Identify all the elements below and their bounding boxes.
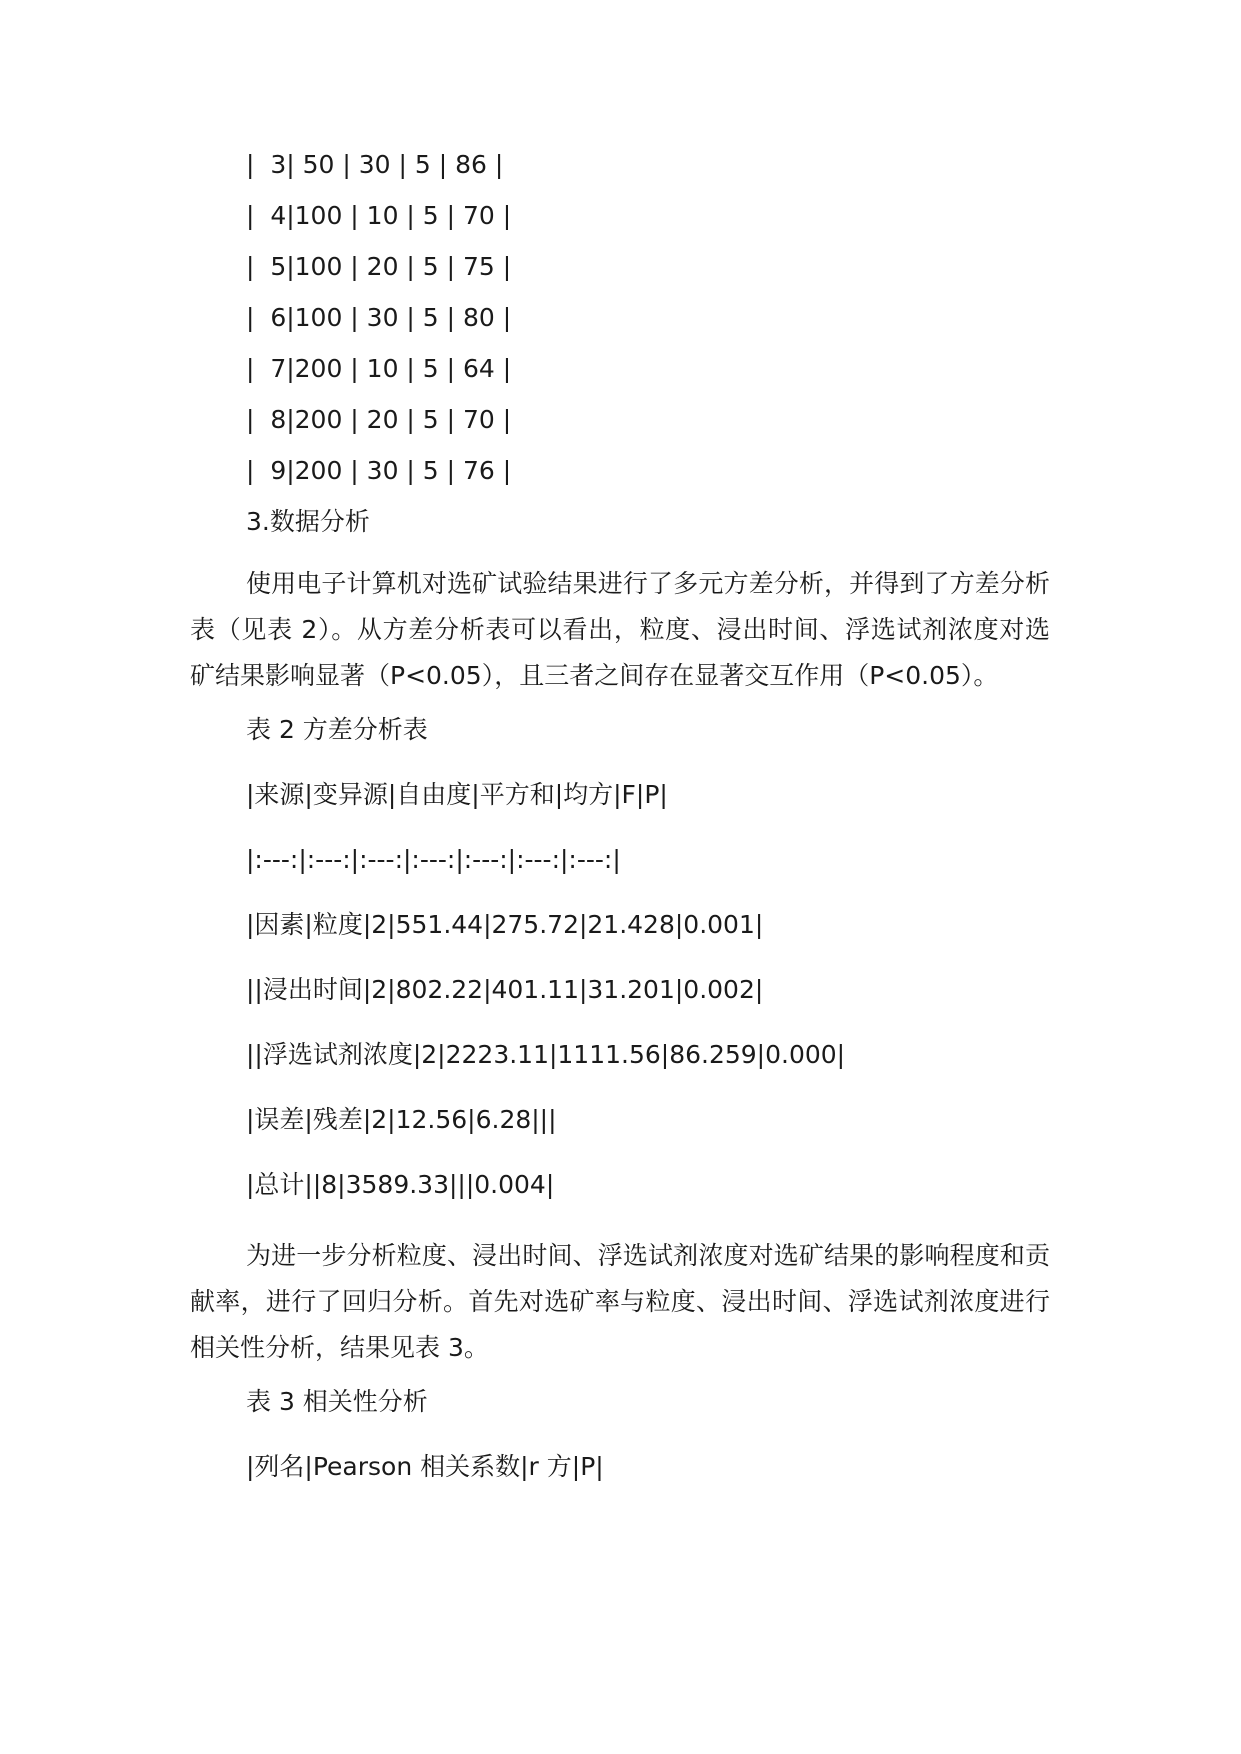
table1-row-6: | 6|100 | 30 | 5 | 80 |	[246, 303, 512, 332]
table1-row-8: | 8|200 | 20 | 5 | 70 |	[246, 405, 512, 434]
table2-row-total: |总计||8|3589.33|||0.004|	[246, 1170, 555, 1199]
table2-row-reagent-concentration: ||浮选试剂浓度|2|2223.11|1111.56|86.259|0.000|	[246, 1040, 846, 1069]
table2-row-leach-time: ||浸出时间|2|802.22|401.11|31.201|0.002|	[246, 975, 764, 1004]
table2-row-error: |误差|残差|2|12.56|6.28|||	[246, 1105, 557, 1134]
section-heading-data-analysis: 3.数据分析	[246, 507, 370, 536]
table2-header-row: |来源|变异源|自由度|平方和|均方|F|P|	[246, 780, 668, 809]
table3-caption: 表 3 相关性分析	[246, 1387, 428, 1416]
table3-header-row: |列名|Pearson 相关系数|r 方|P|	[246, 1452, 604, 1481]
table2-row-granularity: |因素|粒度|2|551.44|275.72|21.428|0.001|	[246, 910, 764, 939]
page-content	[190, 148, 1050, 1515]
table1-row-7: | 7|200 | 10 | 5 | 64 |	[246, 354, 512, 383]
table2-align-row: |:---:|:---:|:---:|:---:|:---:|:---:|:---:|	[246, 845, 621, 874]
regression-paragraph: 为进一步分析粒度、浸出时间、浮选试剂浓度对选矿结果的影响程度和贡献率，进行了回归分析。首先对选矿率与粒度、浸出时间、浮选试剂浓度进行相关性分析，结果见表 3。	[190, 1241, 1050, 1362]
table1-row-9: | 9|200 | 30 | 5 | 76 |	[246, 456, 512, 485]
table1-row-3: | 3| 50 | 30 | 5 | 86 |	[246, 150, 504, 179]
table1-row-4: | 4|100 | 10 | 5 | 70 |	[246, 201, 512, 230]
table1-row-5: | 5|100 | 20 | 5 | 75 |	[246, 252, 512, 281]
analysis-paragraph: 使用电子计算机对选矿试验结果进行了多元方差分析，并得到了方差分析表（见表 2）。从方差分析表可以看出，粒度、浸出时间、浮选试剂浓度对选矿结果影响显著（P<0.05），且三者之间存在显著交互作用（P<0.05）。	[190, 569, 1050, 690]
table2-caption: 表 2 方差分析表	[246, 715, 428, 744]
